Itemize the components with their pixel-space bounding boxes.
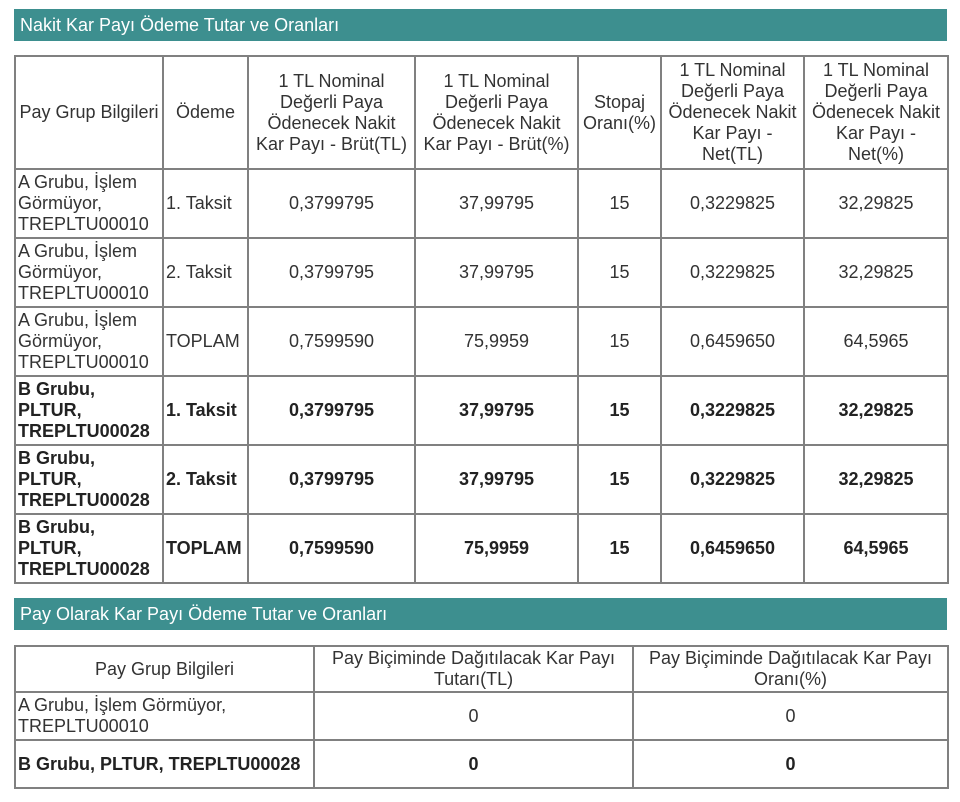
table-cell: 37,99795 <box>415 376 578 445</box>
table-cell: B Grubu, PLTUR, TREPLTU00028 <box>15 740 314 788</box>
table-cell: 32,29825 <box>804 169 948 238</box>
table-cell: 2. Taksit <box>163 445 248 514</box>
table-cell: A Grubu, İşlem Görmüyor, TREPLTU00010 <box>15 307 163 376</box>
section-title-cash-dividend: Nakit Kar Payı Ödeme Tutar ve Oranları <box>14 9 947 41</box>
table-row <box>15 376 948 445</box>
column-header: 1 TL Nominal Değerli Paya Ödenecek Nakit Kar Payı - Net(TL) <box>661 56 804 169</box>
table-cell: 0,3799795 <box>248 238 415 307</box>
table-row <box>15 692 948 740</box>
table-cell: 0,3229825 <box>661 169 804 238</box>
table-cell: 75,9959 <box>415 514 578 583</box>
table-cell: 0,7599590 <box>248 514 415 583</box>
table-cell: TOPLAM <box>163 514 248 583</box>
column-header: 1 TL Nominal Değerli Paya Ödenecek Nakit Kar Payı - Net(%) <box>804 56 948 169</box>
table-cell: 0 <box>314 692 633 740</box>
table-cell: 75,9959 <box>415 307 578 376</box>
table-cell: 32,29825 <box>804 376 948 445</box>
table-cell: 2. Taksit <box>163 238 248 307</box>
column-header: Ödeme <box>163 56 248 169</box>
table-row <box>15 169 948 238</box>
table-cell: 32,29825 <box>804 445 948 514</box>
table-cell: 0,3229825 <box>661 445 804 514</box>
table-row <box>15 307 948 376</box>
column-header: 1 TL Nominal Değerli Paya Ödenecek Nakit Kar Payı - Brüt(%) <box>415 56 578 169</box>
table-cell: 37,99795 <box>415 445 578 514</box>
table-cell: TOPLAM <box>163 307 248 376</box>
table-cell: 15 <box>578 238 661 307</box>
section-title-stock-dividend: Pay Olarak Kar Payı Ödeme Tutar ve Oranları <box>14 598 947 630</box>
stock-dividend-table <box>14 645 949 789</box>
table-header-row <box>15 646 948 692</box>
table-cell: 15 <box>578 169 661 238</box>
table-cell: 15 <box>578 514 661 583</box>
column-header: Pay Biçiminde Dağıtılacak Kar Payı Oranı(%) <box>633 646 948 692</box>
table-cell: 0 <box>314 740 633 788</box>
cash-dividend-table <box>14 55 949 584</box>
column-header: 1 TL Nominal Değerli Paya Ödenecek Nakit Kar Payı - Brüt(TL) <box>248 56 415 169</box>
table-cell: 15 <box>578 445 661 514</box>
table-cell: B Grubu, PLTUR, TREPLTU00028 <box>15 445 163 514</box>
table-row <box>15 514 948 583</box>
table-cell: A Grubu, İşlem Görmüyor, TREPLTU00010 <box>15 692 314 740</box>
table-cell: 0,6459650 <box>661 307 804 376</box>
table-cell: 0,3799795 <box>248 376 415 445</box>
column-header: Pay Biçiminde Dağıtılacak Kar Payı Tutarı(TL) <box>314 646 633 692</box>
table-cell: 0,7599590 <box>248 307 415 376</box>
table-cell: 64,5965 <box>804 307 948 376</box>
table-row <box>15 445 948 514</box>
table-cell: 0,3229825 <box>661 238 804 307</box>
table-cell: A Grubu, İşlem Görmüyor, TREPLTU00010 <box>15 169 163 238</box>
table-row <box>15 238 948 307</box>
column-header: Stopaj Oranı(%) <box>578 56 661 169</box>
table-cell: 1. Taksit <box>163 169 248 238</box>
table-cell: 0,6459650 <box>661 514 804 583</box>
table-cell: 0 <box>633 692 948 740</box>
column-header: Pay Grup Bilgileri <box>15 646 314 692</box>
table-row <box>15 740 948 788</box>
table-cell: 0,3799795 <box>248 169 415 238</box>
table-cell: 37,99795 <box>415 238 578 307</box>
table-cell: B Grubu, PLTUR, TREPLTU00028 <box>15 514 163 583</box>
table-cell: 32,29825 <box>804 238 948 307</box>
column-header: Pay Grup Bilgileri <box>15 56 163 169</box>
table-header-row <box>15 56 948 169</box>
table-cell: 15 <box>578 307 661 376</box>
table-cell: 64,5965 <box>804 514 948 583</box>
table-cell: B Grubu, PLTUR, TREPLTU00028 <box>15 376 163 445</box>
table-cell: 1. Taksit <box>163 376 248 445</box>
table-cell: 15 <box>578 376 661 445</box>
table-cell: A Grubu, İşlem Görmüyor, TREPLTU00010 <box>15 238 163 307</box>
table-cell: 0,3229825 <box>661 376 804 445</box>
table-cell: 37,99795 <box>415 169 578 238</box>
table-cell: 0 <box>633 740 948 788</box>
table-cell: 0,3799795 <box>248 445 415 514</box>
